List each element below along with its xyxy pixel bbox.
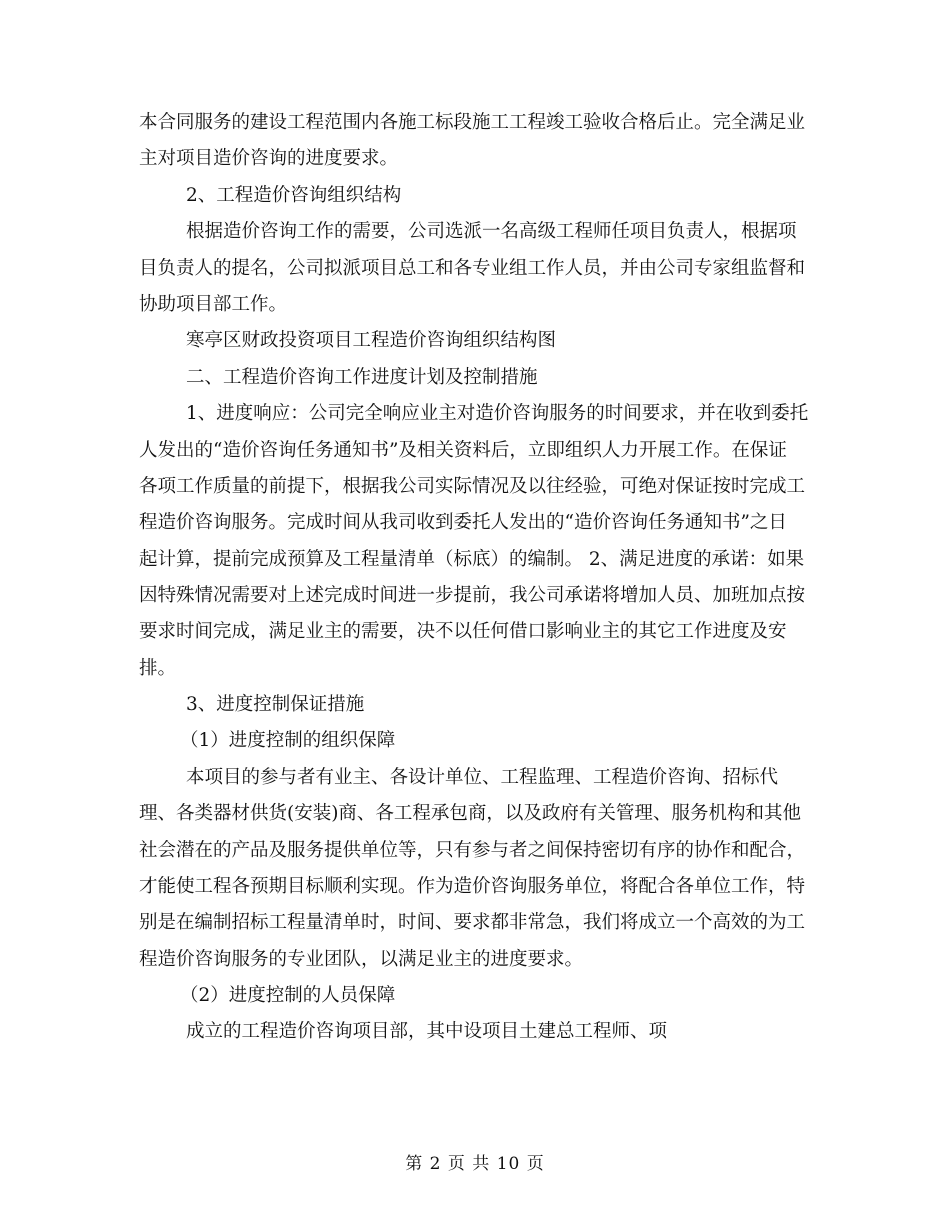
text-line: 1、进度响应：公司完全响应业主对造价咨询服务的时间要求，并在收到委托	[186, 403, 809, 424]
section-heading: 3、进度控制保证措施	[186, 694, 365, 715]
text-line: 各项工作质量的前提下，根据我公司实际情况及以往经验，可绝对保证按时完成工	[139, 476, 806, 497]
text-line: 本合同服务的建设工程范围内各施工标段施工工程竣工验收合格后止。完全满足业	[139, 112, 806, 133]
text-line: 协助项目部工作。	[139, 294, 288, 315]
text-line: 根据造价咨询工作的需要，公司选派一名高级工程师任项目负责人，根据项	[186, 221, 797, 242]
text-line: 主对项目造价咨询的进度要求。	[139, 148, 399, 169]
text-line: 别是在编制招标工程量清单时，时间、要求都非常急，我们将成立一个高效的为工	[139, 912, 806, 933]
section-heading: 二、工程造价咨询工作进度计划及控制措施	[186, 367, 538, 388]
figure-caption: 寒亭区财政投资项目工程造价咨询组织结构图	[186, 330, 557, 351]
text-line: 起计算，提前完成预算及工程量清单（标底）的编制。 2、满足进度的承诺：如果	[139, 549, 805, 570]
text-line: 本项目的参与者有业主、各设计单位、工程监理、工程造价咨询、招标代	[186, 767, 779, 788]
text-line: 社会潜在的产品及服务提供单位等，只有参与者之间保持密切有序的协作和配合，	[139, 840, 806, 861]
section-heading: 2、工程造价咨询组织结构	[186, 185, 402, 206]
text-line: 目负责人的提名，公司拟派项目总工和各专业组工作人员，并由公司专家组监督和	[139, 258, 806, 279]
page-footer: 第 2 页 共 10 页	[405, 1154, 545, 1174]
subsection-heading: （2）进度控制的人员保障	[180, 985, 396, 1006]
text-line: 程造价咨询服务的专业团队，以满足业主的进度要求。	[139, 949, 584, 970]
text-line: 要求时间完成，满足业主的需要，决不以任何借口影响业主的其它工作进度及安	[139, 621, 787, 642]
text-line: 人发出的“造价咨询任务通知书”及相关资料后，立即组织人力开展工作。在保证	[139, 440, 787, 461]
text-line: 成立的工程造价咨询项目部，其中设项目土建总工程师、项	[186, 1021, 668, 1042]
subsection-heading: （1）进度控制的组织保障	[180, 730, 396, 751]
text-line: 因特殊情况需要对上述完成时间进一步提前，我公司承诺将增加人员、加班加点按	[139, 585, 806, 606]
text-line: 程造价咨询服务。完成时间从我司收到委托人发出的“造价咨询任务通知书”之日	[139, 512, 787, 533]
text-line: 排。	[139, 658, 177, 679]
text-line: 理、各类器材供货(安装)商、各工程承包商，以及政府有关管理、服务机构和其他	[139, 803, 801, 824]
text-line: 才能使工程各预期目标顺利实现。作为造价咨询服务单位，将配合各单位工作，特	[139, 876, 806, 897]
